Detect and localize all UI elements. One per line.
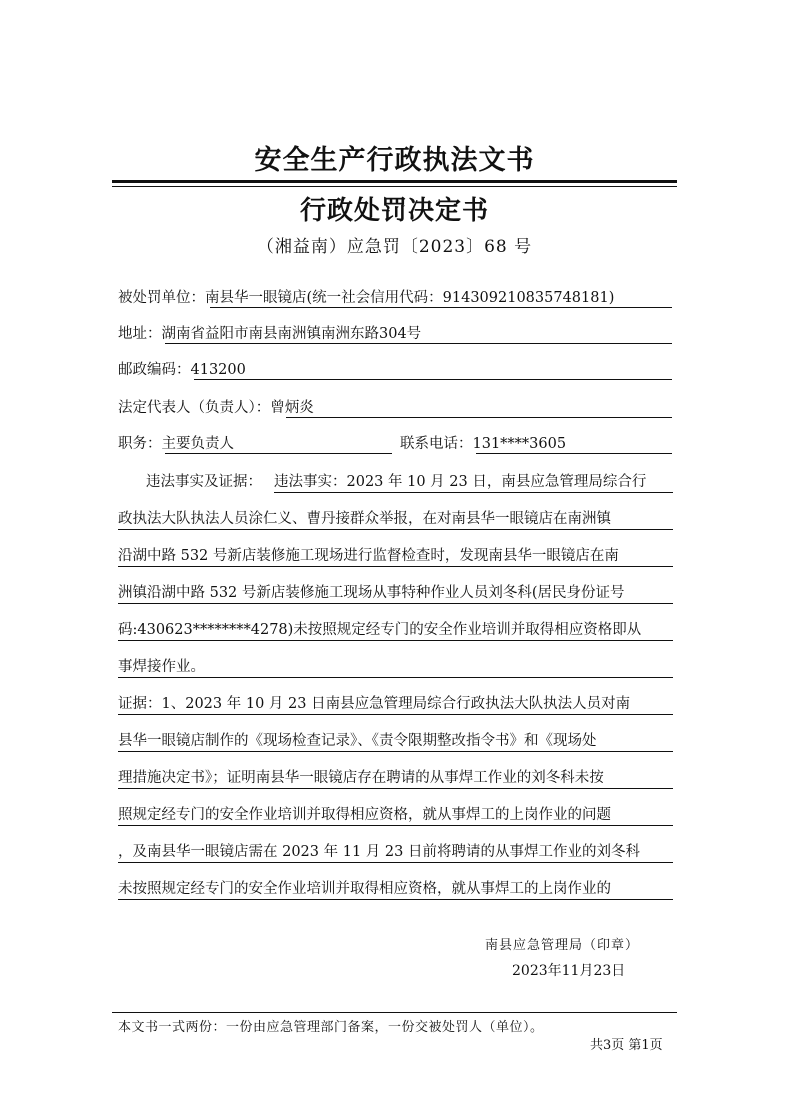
evidence-underline — [118, 862, 673, 863]
issuing-authority: 南县应急管理局（印章） — [485, 938, 640, 953]
facts-line: 政执法大队执法人员涂仁义、曹丹接群众举报，在对南县华一眼镜店在南洲镇 — [118, 511, 611, 527]
evidence-line: ，及南县华一眼镜店需在 2023 年 11 月 23 日前将聘请的从事焊工作业的刘冬科 — [118, 844, 640, 860]
evidence-underline — [118, 788, 673, 789]
evidence-paragraph — [118, 692, 673, 922]
evidence-line: 县华一眼镜店制作的《现场检查记录》、《责令限期整改指令书》和《现场处 — [118, 733, 597, 749]
postcode-underline — [194, 379, 672, 380]
document-subtitle: 行政处罚决定书 — [299, 196, 489, 226]
phone-value: 131****3605 — [472, 436, 567, 452]
address-underline — [165, 343, 672, 344]
footer-note: 本文书一式两份：一份由应急管理部门备案，一份交被处罚人（单位）。 — [118, 1020, 544, 1035]
facts-paragraph — [118, 470, 673, 690]
party-underline — [210, 307, 672, 308]
facts-line: 沿湖中路 532 号新店装修施工现场进行监督检查时，发现南县华一眼镜店在南 — [118, 548, 619, 564]
representative-field — [118, 396, 314, 420]
facts-line: 码:430623********4278)未按照规定经专门的安全作业培训并取得相应资格即从 — [118, 622, 642, 638]
representative-value: 曾炳炎 — [270, 400, 314, 416]
phone-label: 联系电话： — [400, 436, 473, 452]
facts-underline — [118, 529, 673, 530]
evidence-line: 证据：1、2023 年 10 月 23 日南县应急管理局综合行政执法大队执法人员对南 — [118, 696, 631, 712]
representative-label: 法定代表人（负责人）： — [118, 400, 271, 416]
representative-underline — [286, 417, 672, 418]
facts-underline — [274, 492, 673, 493]
facts-underline — [118, 603, 673, 604]
title-rule-thick — [112, 180, 677, 183]
title-rule-thin — [112, 186, 677, 187]
facts-underline — [118, 640, 673, 641]
evidence-line: 理措施决定书》；证明南县华一眼镜店存在聘请的从事焊工作业的刘冬科未按 — [118, 770, 604, 786]
evidence-underline — [118, 714, 673, 715]
facts-line: 洲镇沿湖中路 532 号新店装修施工现场从事特种作业人员刘冬科(居民身份证号 — [118, 585, 625, 601]
evidence-underline — [118, 899, 673, 900]
document-number: （湘益南）应急罚〔2023〕68 号 — [256, 237, 533, 257]
issue-date: 2023年11月23日 — [512, 963, 626, 979]
party-value: 南县华一眼镜店(统一社会信用代码：914309210835748181) — [205, 290, 615, 306]
facts-line: 违法事实：2023 年 10 月 23 日，南县应急管理局综合行 — [274, 474, 647, 490]
evidence-underline — [118, 825, 673, 826]
facts-underline — [118, 677, 673, 678]
evidence-line: 照规定经专门的安全作业培训并取得相应资格，就从事焊工的上岗作业的问题 — [118, 807, 611, 823]
phone-underline — [476, 453, 672, 454]
address-label: 地址： — [118, 326, 162, 342]
position-label: 职务： — [118, 436, 162, 452]
evidence-line: 未按照规定经专门的安全作业培训并取得相应资格，就从事焊工的上岗作业的 — [118, 881, 611, 897]
document-title: 安全生产行政执法文书 — [254, 145, 535, 176]
page-number: 共3页 第1页 — [590, 1038, 663, 1053]
facts-line: 事焊接作业。 — [118, 659, 205, 675]
postcode-value: 413200 — [190, 362, 246, 378]
position-value: 主要负责人 — [161, 436, 234, 452]
footer-rule — [112, 1012, 677, 1013]
party-label: 被处罚单位： — [118, 290, 205, 306]
postcode-label: 邮政编码： — [118, 362, 191, 378]
facts-label: 违法事实及证据： — [146, 474, 262, 490]
position-underline — [165, 453, 392, 454]
evidence-underline — [118, 751, 673, 752]
facts-underline — [118, 566, 673, 567]
address-value: 湖南省益阳市南县南洲镇南洲东路304号 — [161, 326, 422, 342]
